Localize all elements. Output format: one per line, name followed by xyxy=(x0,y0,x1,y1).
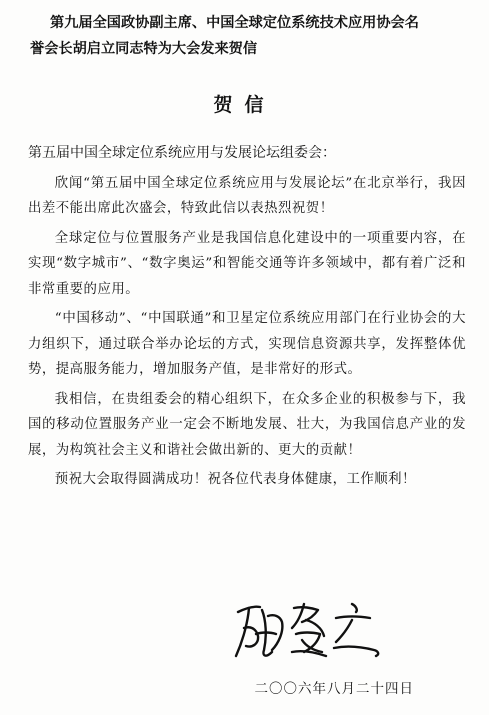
paragraph-4: 我相信，在贵组委会的精心组织下，在众多企业的积极参与下，我国的移动位置服务产业一定会不断地发展、壮大，为我国信息产业的发展，为构筑社会主义和谐社会做出新的、更大的贡献！ xyxy=(28,391,466,458)
handwritten-signature xyxy=(232,598,392,666)
paragraph-1: 欣闻“第五届中国全球定位系统应用与发展论坛”在北京举行，我因出差不能出席此次盛会，特致此信以表热烈祝贺！ xyxy=(28,175,466,216)
signature-strokes xyxy=(232,598,392,666)
letter-title: 贺信 xyxy=(213,94,276,116)
header-caption xyxy=(30,10,470,62)
letter-body xyxy=(28,141,466,493)
paragraph-5: 预祝大会取得圆满成功！祝各位代表身体健康，工作顺利！ xyxy=(54,472,416,487)
letter-date: 二〇〇六年八月二十四日 xyxy=(254,681,414,697)
header-line-1: 第九届全国政协副主席、中国全球定位系统技术应用协会名 xyxy=(50,15,419,31)
salutation: 第五届中国全球定位系统应用与发展论坛组委会： xyxy=(28,145,336,161)
paragraph-3: “中国移动”、“中国联通”和卫星定位系统应用部门在行业协会的大力组织下，通过联合举办论坛的方式，实现信息资源共享，发挥整体优势，提高服务能力，增加服务产值，是非常好的形式。 xyxy=(28,311,466,377)
paragraph-2: 全球定位与位置服务产业是我国信息化建设中的一项重要内容，在实现“数字城市”、“数字奥运”和智能交通等许多领域中，都有着广泛和非常重要的应用。 xyxy=(28,230,466,297)
signature-name xyxy=(232,666,233,667)
header-line-2: 誉会长胡启立同志特为大会发来贺信 xyxy=(30,41,258,57)
